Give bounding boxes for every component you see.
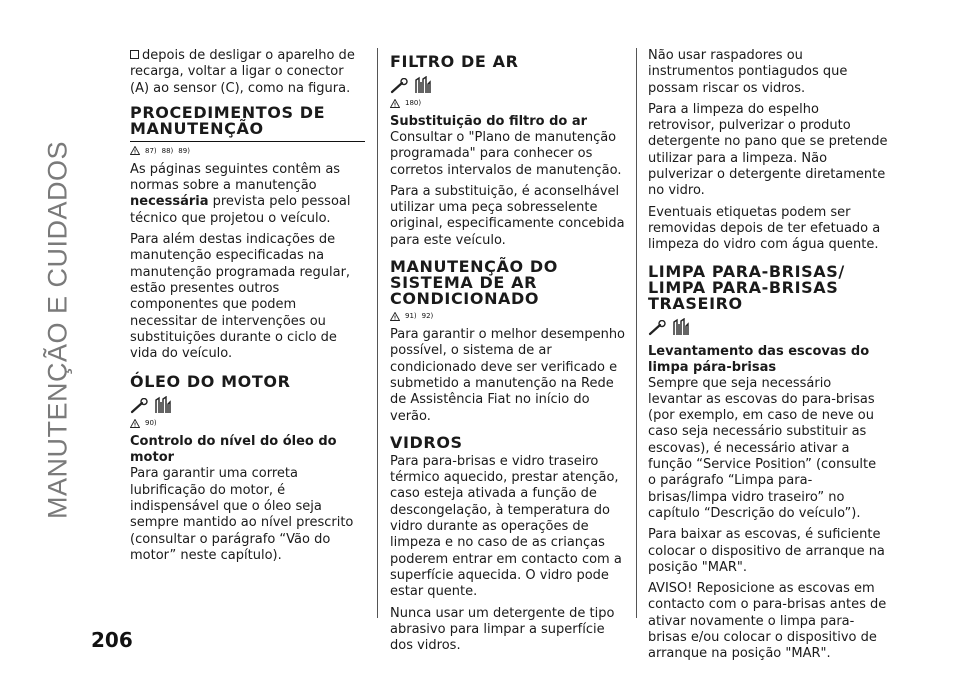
warning-refs bbox=[390, 309, 630, 323]
toolbox-icon bbox=[672, 318, 690, 336]
toolbox-icon bbox=[154, 396, 172, 414]
intro-paragraph: depois de desligar o aparelho de recarga, voltar a ligar o conector (A) ao sensor (C), como na figura. bbox=[130, 48, 355, 96]
section-heading-limpa-para-brisas: LIMPA PARA-BRISAS/ LIMPA PARA-BRISAS TRASEIRO bbox=[648, 261, 845, 313]
svg-text:!: ! bbox=[393, 315, 397, 321]
section-heading-filtro: FILTRO DE AR bbox=[390, 52, 519, 71]
paragraph: AVISO! Reposicione as escovas em contacto com o para-brisas antes de ativar novamente o limpa para-brisas e/ou colocar o dispositivo de arranque na posição "MAR". bbox=[648, 581, 887, 662]
section-heading-ar-condicionado: MANUTENÇÃO DO SISTEMA DE AR CONDICIONADO bbox=[390, 257, 558, 309]
subheading-filtro: Substituição do filtro do ar bbox=[390, 114, 588, 129]
ref-note: 87) bbox=[145, 146, 157, 155]
paragraph: As páginas seguintes contêm as normas sobre a manutenção necessária prevista pelo pessoal técnico que projetou o veículo. bbox=[130, 161, 351, 226]
subheading-escovas: Levantamento das escovas do limpa pára-brisas bbox=[648, 343, 870, 375]
warning-refs bbox=[130, 416, 365, 430]
subheading-controlo-oleo: Controlo do nível do óleo do motor bbox=[130, 434, 337, 466]
svg-text:!: ! bbox=[133, 149, 137, 156]
paragraph: Para para-brisas e vidro traseiro térmico aquecido, prestar atenção, caso esteja ativada a função de descongelação, à temperatura do vidro durante as operações de limpeza e no caso de as crianças poderem entrar em contacto com a superfície aquecida. O vidro pode estar quente. bbox=[390, 453, 622, 600]
paragraph: Eventuais etiquetas podem ser removidas depois de ter efetuado a limpeza do vidro com água quente. bbox=[648, 204, 881, 253]
svg-text:!: ! bbox=[393, 102, 397, 108]
section-heading-procedimentos: PROCEDIMENTOS DE MANUTENÇÃO bbox=[130, 105, 365, 142]
attention-icon bbox=[130, 146, 140, 155]
paragraph: Não usar raspadores ou instrumentos pontiagudos que possam riscar os vidros. bbox=[648, 48, 848, 96]
column-1 bbox=[130, 48, 365, 569]
paragraph: Para a substituição, é aconselhável utilizar uma peça sobresselente original, especificamente concebida para este veículo. bbox=[390, 183, 625, 248]
paragraph: Consultar o "Plano de manutenção programada" para conhecer os corretos intervalos de manutenção. bbox=[390, 130, 622, 178]
ref-note: 90) bbox=[145, 419, 157, 428]
paragraph: Para garantir uma correta lubrificação do motor, é indispensável que o óleo seja sempre mantido ao nível prescrito (consultar o parágrafo “Vão do motor” neste capítulo). bbox=[130, 466, 354, 563]
attention-icon bbox=[390, 99, 400, 108]
paragraph: Para a limpeza do espelho retrovisor, pulverizar o produto detergente no pano que se pretende utilizar para a limpeza. Não pulverizar o detergente diretamente no vidro. bbox=[648, 101, 888, 199]
paragraph: Para garantir o melhor desempenho possível, o sistema de ar condicionado deve ser verificado e submetido a manutenção na Rede de Assistência Fiat no início do verão. bbox=[390, 327, 626, 424]
column-2 bbox=[390, 48, 630, 659]
ref-note: 89) bbox=[178, 146, 190, 155]
attention-icon bbox=[130, 419, 140, 428]
paragraph: Nunca usar um detergente de tipo abrasivo para limpar a superfície dos vidros. bbox=[390, 605, 615, 654]
column-divider bbox=[377, 48, 378, 618]
paragraph: Para baixar as escovas, é suficiente colocar o dispositivo de arranque na posição "MAR". bbox=[648, 527, 885, 575]
attention-icon bbox=[390, 312, 400, 321]
column-3 bbox=[648, 48, 888, 668]
paragraph: Sempre que seja necessário levantar as escovas do para-brisas (por exemplo, em caso de neve ou caso seja necessário substituir as escovas), é necessário ativar a função “Service Position” (consulte o parágrafo “Limpa para-brisas/limpa vidro traseiro” no capítulo “Descrição do veículo”). bbox=[648, 375, 877, 521]
ref-note: 91) bbox=[405, 311, 417, 320]
bullet-square-icon bbox=[130, 50, 139, 59]
tool-icons bbox=[130, 394, 365, 414]
paragraph: Para além destas indicações de manutenção especificadas na manutenção programada regular, estão presentes outros componentes que podem necessitar de intervenções ou substituições durante o ciclo de vida do veículo. bbox=[130, 232, 351, 362]
section-heading-vidros: VIDROS bbox=[390, 432, 463, 452]
wrench-icon bbox=[648, 320, 668, 336]
warning-refs bbox=[130, 144, 365, 158]
tool-icons bbox=[390, 74, 630, 94]
svg-text:!: ! bbox=[133, 422, 137, 428]
ref-note: 92) bbox=[421, 311, 434, 320]
toolbox-icon bbox=[414, 76, 432, 94]
ref-note: 88) bbox=[161, 146, 174, 155]
warning-refs bbox=[390, 96, 630, 110]
ref-note: 180) bbox=[405, 98, 422, 107]
section-heading-oleo: ÓLEO DO MOTOR bbox=[130, 372, 291, 392]
column-divider bbox=[636, 48, 637, 618]
tool-icons bbox=[648, 316, 888, 336]
wrench-icon bbox=[130, 398, 150, 414]
page-number: 206 bbox=[91, 628, 133, 652]
wrench-icon bbox=[390, 78, 410, 94]
